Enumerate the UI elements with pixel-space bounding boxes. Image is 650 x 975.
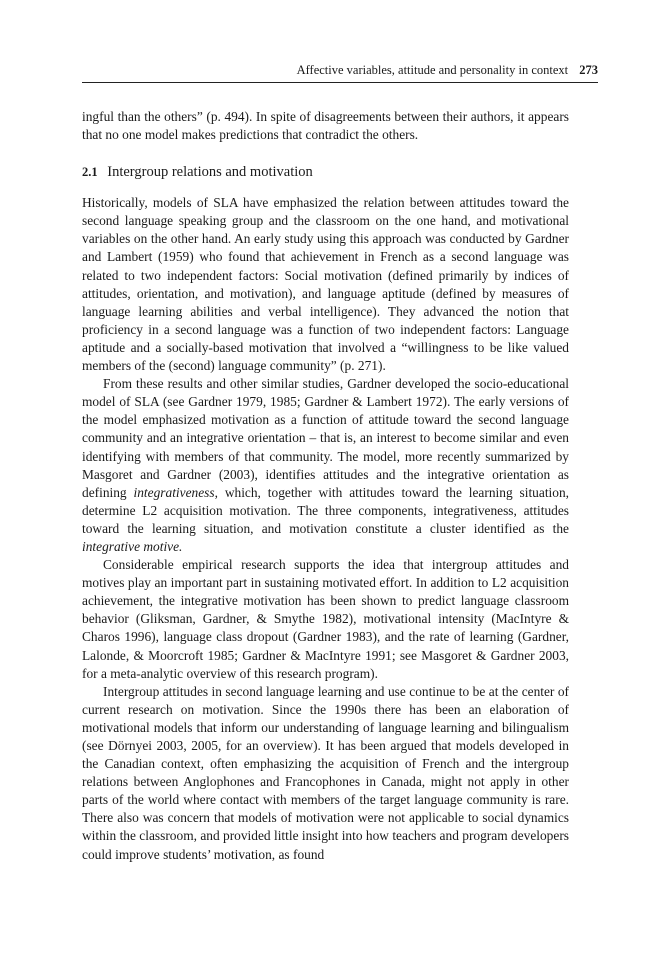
term-integrativeness: integrativeness [133, 484, 215, 500]
paragraph-3: Considerable empirical research supports the idea that intergroup attitudes and motives play an important part in sustaining motivated effort. In addition to L2 acquisition achievement, the integrative motivation has been shown to predict language classroom behavior (Gliksman, Gardner, & Smythe 1982), motivational intensity (MacIntyre & Charos 1996), language class dropout (Gardner 1983), and the rate of learning (Gardner, Lalonde, & Moorcroft 1985; Gardner & MacIntyre 1991; see Masgoret & Gardner 2003, for a meta-analytic overview of this research program). [82, 557, 569, 681]
paragraph-2-text-a: From these results and other similar studies, Gardner developed the socio-educational model of SLA (see Gardner 1979, 1985; Gardner & Lambert 1972). The early versions of the model emphasized motivation as a function of attitude toward the second language community and an integrative orientation – that is, an interest to become similar and even identifying with members of that community. The model, more recently summarized by Masgoret and Gardner (2003), identifies attitudes and the integrative orientation as defining [82, 376, 569, 500]
body-text [82, 108, 569, 864]
section-title: Intergroup relations and motivation [107, 164, 313, 181]
page-number: 273 [579, 63, 598, 77]
section-heading [82, 162, 569, 182]
header-rule [82, 82, 598, 83]
paragraph-4: Intergroup attitudes in second language learning and use continue to be at the center of current research on motivation. Since the 1990s there has been an elaboration of motivational models that inform our understanding of language learning and bilingualism (see Dörnyei 2003, 2005, for an overview). It has been argued that models developed in the Canadian context, often emphasizing the acquisition of French and the intergroup relations between Anglophones and Francophones in Canada, might not apply in other parts of the world where contact with members of the target language community is rare. There also was concern that models of motivation were not applicable to social dynamics within the classroom, and provided little insight into how teachers and program developers could improve students’ motivation, as found [82, 683, 569, 862]
term-integrative-motive: integrative motive. [82, 538, 183, 554]
running-head-title: Affective variables, attitude and personality in context [296, 63, 569, 77]
section-number: 2.1 [82, 165, 98, 180]
paragraph-1: Historically, models of SLA have emphasized the relation between attitudes toward the second language speaking group and the classroom on the one hand, and motivational variables on the other hand. An early study using this approach was conducted by Gardner and Lambert (1959) who found that achievement in French as a second language was related to two independent factors: Social motivation (defined primarily by indices of attitudes, orientation, and motivation), and language aptitude (defined by measures of language learning abilities and verbal intelligence). They advanced the notion that proficiency in a second language was a function of two independent factors: Language aptitude and a socially-based motivation that involved a “willingness to be like valued members of the (second) language community” (p. 271). [82, 195, 569, 374]
paragraph-2-text-b: , which, together with attitudes toward the learning situation, determine L2 acquisition motivation. The three components, integrativeness, attitudes toward the learning situation, and motivation constitute a cluster identified as the [82, 484, 569, 536]
paragraph-2 [82, 375, 569, 556]
intro-paragraph: ingful than the others” (p. 494). In spite of disagreements between their authors, it appears that no one model makes predictions that contradict the others. [82, 109, 569, 143]
running-head [82, 62, 598, 78]
